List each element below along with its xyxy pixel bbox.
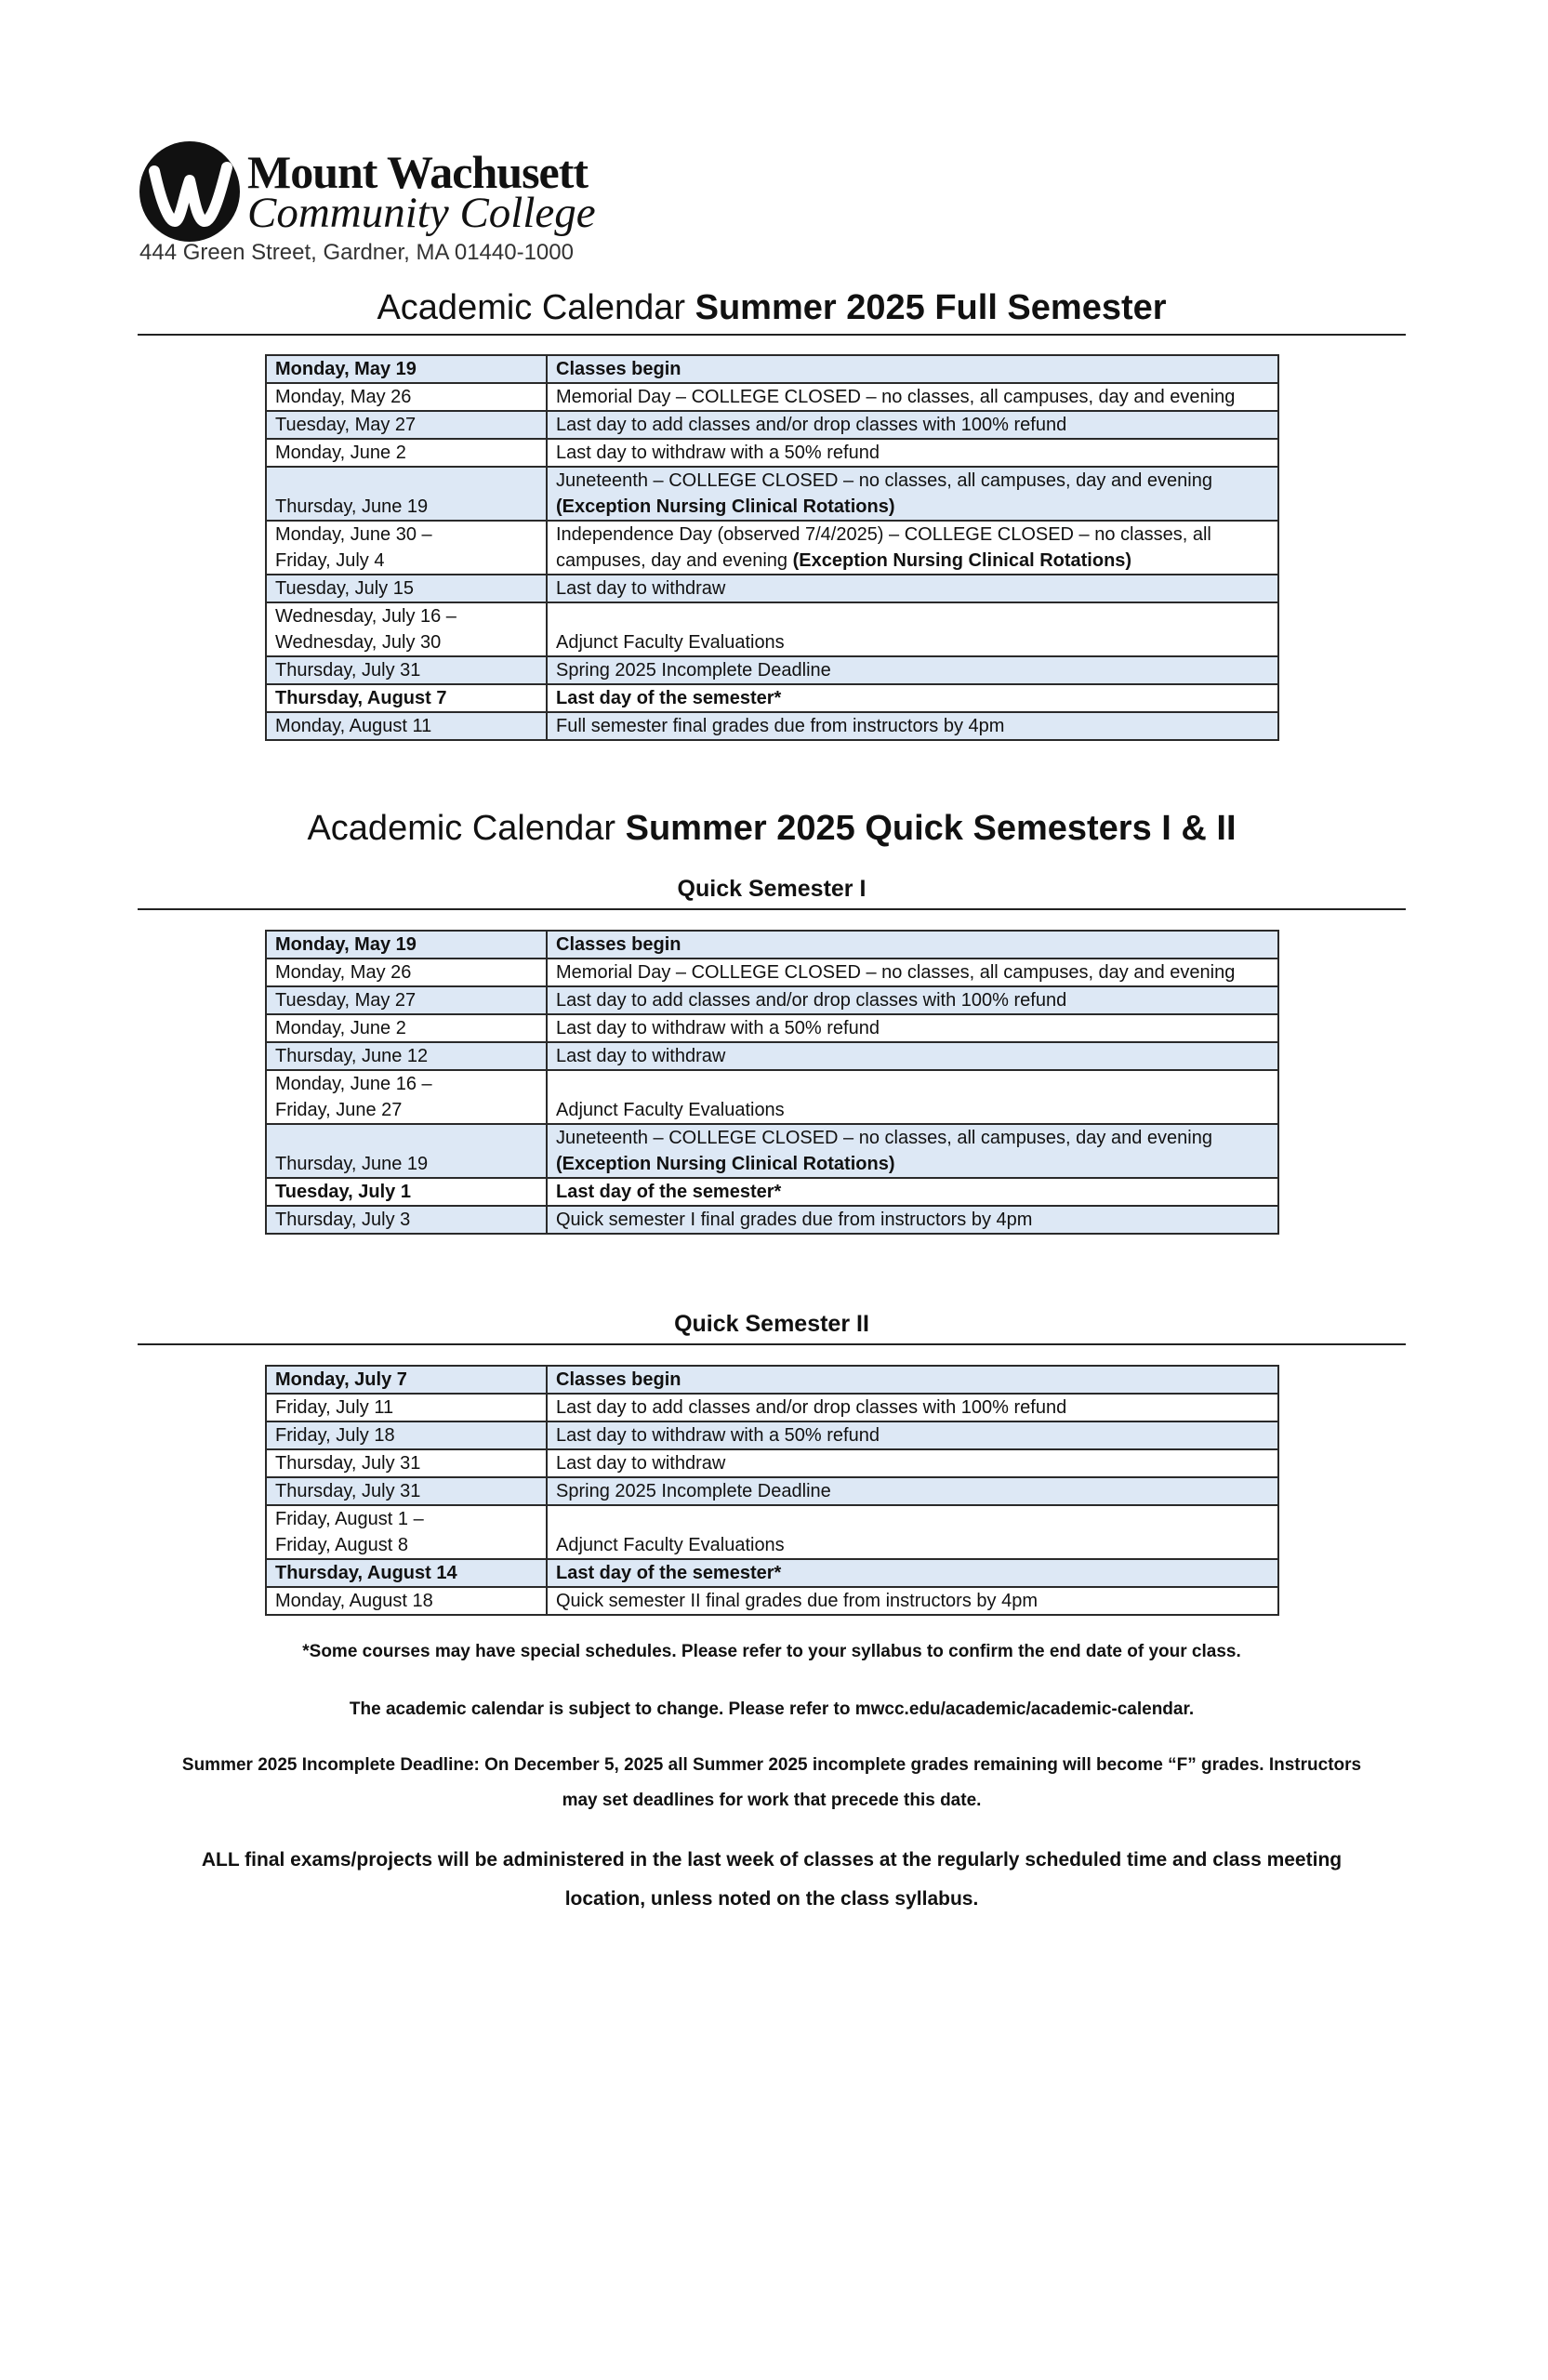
event-cell (547, 521, 1278, 575)
date-cell (266, 521, 547, 575)
date-cell (266, 1070, 547, 1124)
full-title-rule (138, 334, 1406, 336)
event-cell: Last day of the semester* (547, 1559, 1278, 1587)
table-row (266, 1394, 1278, 1421)
table-row (266, 1366, 1278, 1394)
date-cell: Monday, May 19 (266, 931, 547, 959)
table-row (266, 575, 1278, 602)
date-line: Friday, July 4 (275, 550, 385, 571)
event-cell: Spring 2025 Incomplete Deadline (547, 656, 1278, 684)
table-row (266, 1449, 1278, 1477)
date-cell: Monday, July 7 (266, 1366, 547, 1394)
table-row (266, 1042, 1278, 1070)
event-text: campuses, day and evening (556, 550, 793, 571)
table-row (266, 355, 1278, 383)
table-row (266, 411, 1278, 439)
date-cell (266, 1505, 547, 1559)
date-cell: Tuesday, July 1 (266, 1178, 547, 1206)
event-cell: Last day of the semester* (547, 684, 1278, 712)
table-row (266, 1124, 1278, 1178)
event-cell: Last day to withdraw with a 50% refund (547, 1421, 1278, 1449)
college-address: 444 Green Street, Gardner, MA 01440-1000 (139, 240, 574, 265)
date-cell: Tuesday, July 15 (266, 575, 547, 602)
event-cell: Last day to withdraw (547, 575, 1278, 602)
note-line: ALL final exams/projects will be administered in the last week of classes at the regularly scheduled time and class meeting (201, 1849, 1343, 1871)
quick-semester-2-table (265, 1365, 1279, 1616)
quick-semester-1-title: Quick Semester I (677, 876, 867, 902)
incomplete-deadline-note (138, 1748, 1406, 1818)
table-row (266, 521, 1278, 575)
college-name-line2: Community College (247, 189, 596, 237)
date-cell: Monday, August 18 (266, 1587, 547, 1615)
quick-semester-2-title: Quick Semester II (674, 1311, 869, 1337)
date-cell: Thursday, June 19 (266, 1124, 547, 1178)
date-cell: Monday, June 2 (266, 439, 547, 467)
table-row (266, 986, 1278, 1014)
quick-2-rule (138, 1343, 1406, 1345)
event-cell: Classes begin (547, 931, 1278, 959)
event-cell: Classes begin (547, 355, 1278, 383)
table-row (266, 1559, 1278, 1587)
table-row (266, 1178, 1278, 1206)
table-row (266, 931, 1278, 959)
date-cell: Tuesday, May 27 (266, 411, 547, 439)
event-cell: Memorial Day – COLLEGE CLOSED – no classes, all campuses, day and evening (547, 959, 1278, 986)
event-cell (547, 1124, 1278, 1178)
event-line-bold: (Exception Nursing Clinical Rotations) (556, 496, 895, 517)
quick-title-bold: Summer 2025 Quick Semesters I & II (625, 809, 1237, 848)
date-cell: Thursday, June 12 (266, 1042, 547, 1070)
full-title-bold: Summer 2025 Full Semester (695, 288, 1167, 327)
table-row (266, 1421, 1278, 1449)
table-row (266, 602, 1278, 656)
date-cell: Friday, July 11 (266, 1394, 547, 1421)
quick-semester-1-table (265, 930, 1279, 1235)
college-logo-mark-icon (138, 139, 242, 244)
date-cell: Monday, May 26 (266, 959, 547, 986)
note-line: may set deadlines for work that precede this date. (562, 1791, 982, 1810)
date-cell: Thursday, August 7 (266, 684, 547, 712)
date-cell: Thursday, July 3 (266, 1206, 547, 1234)
table-row (266, 1477, 1278, 1505)
event-cell: Adjunct Faculty Evaluations (547, 1070, 1278, 1124)
date-line: Monday, June 16 – (275, 1074, 432, 1094)
event-cell: Memorial Day – COLLEGE CLOSED – no classes, all campuses, day and evening (547, 383, 1278, 411)
event-cell: Last day to add classes and/or drop classes with 100% refund (547, 986, 1278, 1014)
event-line (556, 548, 1269, 574)
table-row (266, 959, 1278, 986)
event-cell (547, 467, 1278, 521)
event-line: Independence Day (observed 7/4/2025) – COLLEGE CLOSED – no classes, all (556, 524, 1211, 545)
date-cell: Thursday, June 19 (266, 467, 547, 521)
event-cell: Last day to withdraw with a 50% refund (547, 1014, 1278, 1042)
date-cell: Monday, May 26 (266, 383, 547, 411)
calendar-change-note: The academic calendar is subject to change. Please refer to mwcc.edu/academic/academic-calendar. (349, 1699, 1195, 1719)
event-text-bold: (Exception Nursing Clinical Rotations) (792, 550, 1132, 571)
date-line: Monday, June 30 – (275, 524, 432, 545)
date-cell: Thursday, July 31 (266, 1477, 547, 1505)
full-title-prefix: Academic Calendar (377, 288, 695, 327)
table-row (266, 684, 1278, 712)
table-row (266, 1014, 1278, 1042)
quick-title-prefix: Academic Calendar (307, 809, 626, 848)
event-cell: Classes begin (547, 1366, 1278, 1394)
quick-1-rule (138, 908, 1406, 910)
event-line-bold: (Exception Nursing Clinical Rotations) (556, 1154, 895, 1174)
event-cell: Last day to add classes and/or drop classes with 100% refund (547, 1394, 1278, 1421)
event-cell: Last day to withdraw with a 50% refund (547, 439, 1278, 467)
full-semester-table (265, 354, 1279, 741)
special-schedules-note: *Some courses may have special schedules. Please refer to your syllabus to confirm the end date of your class. (302, 1642, 1241, 1661)
table-row (266, 712, 1278, 740)
date-cell: Thursday, July 31 (266, 1449, 547, 1477)
table-row (266, 439, 1278, 467)
date-cell: Monday, June 2 (266, 1014, 547, 1042)
table-row (266, 656, 1278, 684)
event-cell: Last day to add classes and/or drop classes with 100% refund (547, 411, 1278, 439)
date-line: Wednesday, July 30 (275, 632, 442, 653)
table-row (266, 1587, 1278, 1615)
event-line: Juneteenth – COLLEGE CLOSED – no classes, all campuses, day and evening (556, 470, 1212, 491)
note-line: Summer 2025 Incomplete Deadline: On December 5, 2025 all Summer 2025 incomplete grades remaining will become “F” grades. Instructors (181, 1755, 1362, 1775)
table-row (266, 1505, 1278, 1559)
date-cell: Monday, August 11 (266, 712, 547, 740)
date-line: Friday, August 8 (275, 1535, 409, 1555)
date-line: Friday, August 1 – (275, 1509, 424, 1529)
event-cell: Last day to withdraw (547, 1449, 1278, 1477)
event-line: Juneteenth – COLLEGE CLOSED – no classes, all campuses, day and evening (556, 1128, 1212, 1148)
final-exams-note (138, 1841, 1406, 1919)
event-cell: Adjunct Faculty Evaluations (547, 1505, 1278, 1559)
event-cell: Quick semester II final grades due from instructors by 4pm (547, 1587, 1278, 1615)
date-line: Friday, June 27 (275, 1100, 403, 1120)
table-row (266, 1206, 1278, 1234)
date-cell: Friday, July 18 (266, 1421, 547, 1449)
date-cell: Thursday, August 14 (266, 1559, 547, 1587)
full-semester-title (138, 288, 1406, 328)
table-row (266, 1070, 1278, 1124)
event-cell: Spring 2025 Incomplete Deadline (547, 1477, 1278, 1505)
date-cell: Monday, May 19 (266, 355, 547, 383)
event-cell: Full semester final grades due from instructors by 4pm (547, 712, 1278, 740)
event-cell: Last day to withdraw (547, 1042, 1278, 1070)
college-name-line1: Mount Wachusett (247, 146, 589, 198)
event-cell: Last day of the semester* (547, 1178, 1278, 1206)
quick-semesters-title (138, 809, 1406, 849)
event-cell: Quick semester I final grades due from instructors by 4pm (547, 1206, 1278, 1234)
date-cell: Tuesday, May 27 (266, 986, 547, 1014)
date-cell: Thursday, July 31 (266, 656, 547, 684)
date-line: Wednesday, July 16 – (275, 606, 456, 627)
note-line: location, unless noted on the class syllabus. (564, 1888, 979, 1910)
date-cell (266, 602, 547, 656)
table-row (266, 383, 1278, 411)
table-row (266, 467, 1278, 521)
event-cell: Adjunct Faculty Evaluations (547, 602, 1278, 656)
